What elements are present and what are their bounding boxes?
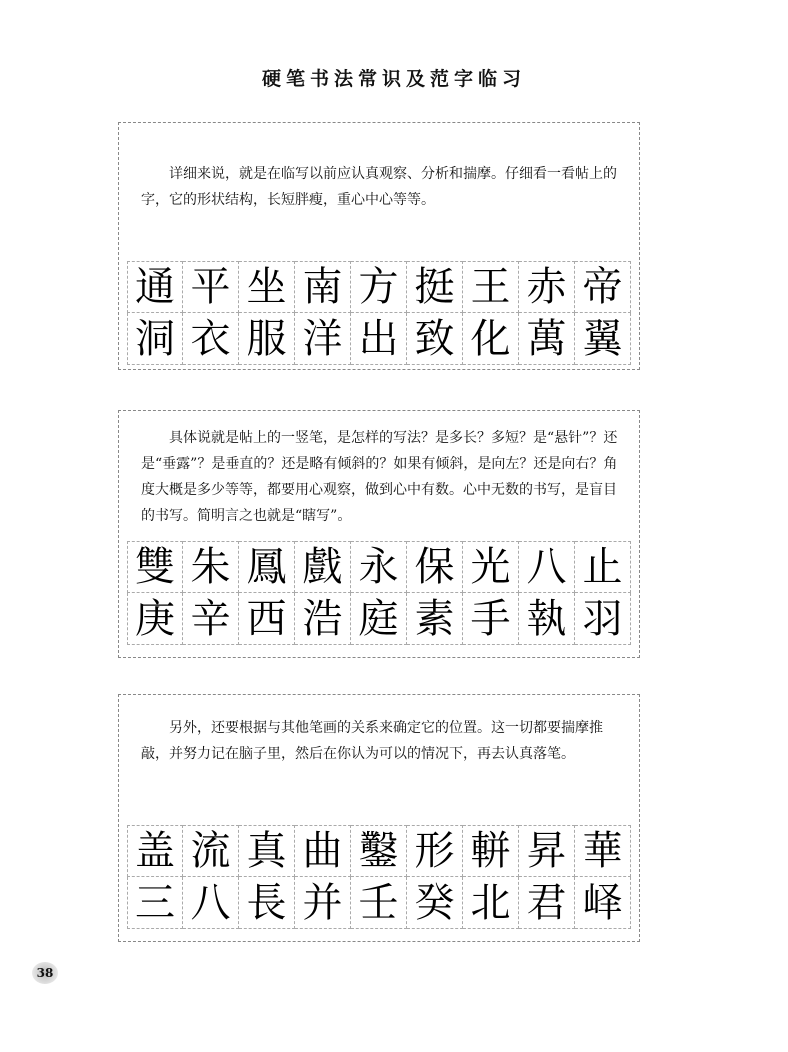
practice-section-3 (118, 694, 640, 942)
character-cell: 赤 (519, 261, 575, 313)
character-cell: 南 (295, 261, 351, 313)
character-cell: 北 (463, 877, 519, 929)
character-cell: 萬 (519, 313, 575, 365)
character-cell: 曲 (295, 825, 351, 877)
section-3-paragraph: 另外，还要根据与其他笔画的关系来确定它的位置。这一切都要揣摩推敲，并努力记在脑子里，然后在你认为可以的情况下，再去认真落笔。 (141, 720, 603, 762)
character-cell: 八 (519, 541, 575, 593)
character-cell: 挺 (407, 261, 463, 313)
page-number: 38 (32, 962, 58, 984)
character-cell: 三 (127, 877, 183, 929)
character-cell: 光 (463, 541, 519, 593)
character-cell: 真 (239, 825, 295, 877)
section-1-paragraph: 详细来说，就是在临写以前应认真观察、分析和揣摩。仔细看一看帖上的字，它的形状结构，长短胖瘦，重心中心等等。 (141, 166, 617, 208)
character-cell: 出 (351, 313, 407, 365)
character-cell: 昇 (519, 825, 575, 877)
character-cell: 盖 (127, 825, 183, 877)
character-cell: 并 (295, 877, 351, 929)
character-cell: 通 (127, 261, 183, 313)
character-grid-1 (127, 261, 631, 365)
section-2-text (141, 425, 621, 529)
character-cell: 保 (407, 541, 463, 593)
character-cell: 鳳 (239, 541, 295, 593)
character-cell: 八 (183, 877, 239, 929)
character-cell: 戲 (295, 541, 351, 593)
character-cell: 癸 (407, 877, 463, 929)
character-cell: 庭 (351, 593, 407, 645)
section-3-text (141, 715, 621, 767)
character-cell: 庚 (127, 593, 183, 645)
character-cell: 華 (575, 825, 631, 877)
character-cell: 王 (463, 261, 519, 313)
character-cell: 洋 (295, 313, 351, 365)
character-cell: 流 (183, 825, 239, 877)
character-cell: 素 (407, 593, 463, 645)
character-cell: 鑿 (351, 825, 407, 877)
character-cell: 帝 (575, 261, 631, 313)
character-cell: 止 (575, 541, 631, 593)
character-grid-2 (127, 541, 631, 645)
character-cell: 朱 (183, 541, 239, 593)
character-cell: 翼 (575, 313, 631, 365)
page-title: 硬笔书法常识及范字临习 (261, 68, 526, 90)
character-cell: 西 (239, 593, 295, 645)
character-cell: 服 (239, 313, 295, 365)
character-cell: 執 (519, 593, 575, 645)
character-cell: 壬 (351, 877, 407, 929)
section-2-paragraph: 具体说就是帖上的一竖笔，是怎样的写法？是多长？多短？是“悬针”？还是“垂露”？是垂直的？还是略有倾斜的？如果有倾斜，是向左？还是向右？角度大概是多少等等，都要用心观察，做到心中有数。心中无数的书写，是盲目的书写。简明言之也就是“瞎写”。 (141, 430, 618, 524)
character-cell: 手 (463, 593, 519, 645)
character-cell: 洞 (127, 313, 183, 365)
character-cell: 坐 (239, 261, 295, 313)
character-cell: 致 (407, 313, 463, 365)
character-cell: 形 (407, 825, 463, 877)
practice-section-1 (118, 122, 640, 370)
character-cell: 永 (351, 541, 407, 593)
practice-section-2 (118, 410, 640, 658)
character-cell: 化 (463, 313, 519, 365)
character-cell: 羽 (575, 593, 631, 645)
character-cell: 衣 (183, 313, 239, 365)
section-1-text (141, 161, 621, 213)
character-cell: 浩 (295, 593, 351, 645)
character-cell: 長 (239, 877, 295, 929)
character-cell: 雙 (127, 541, 183, 593)
character-cell: 辛 (183, 593, 239, 645)
character-grid-3 (127, 825, 631, 929)
character-cell: 平 (183, 261, 239, 313)
character-cell: 君 (519, 877, 575, 929)
character-cell: 峄 (575, 877, 631, 929)
character-cell: 方 (351, 261, 407, 313)
character-cell: 軿 (463, 825, 519, 877)
